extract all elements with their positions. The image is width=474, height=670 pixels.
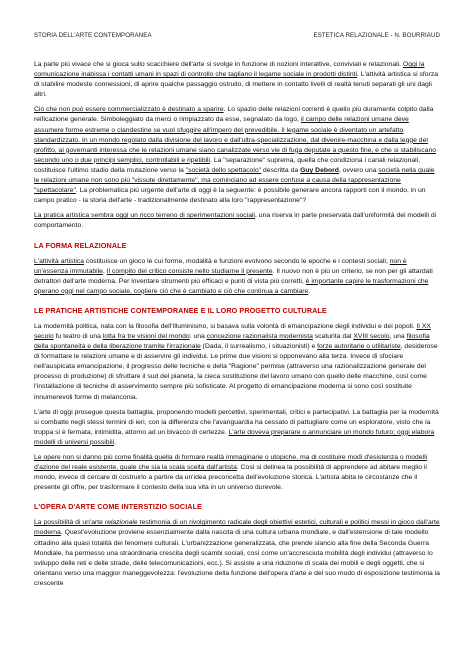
text-run: . La problematica più urgente dell'arte di oggi è la seguente: è possibile generare ancora rapporti con il mondo, in un campo pratico - la storia dell'arte - tradizionalmente destinato alla loro "rappresentazione"? <box>34 187 426 205</box>
text-run: è importante capire le trasformazioni che operano oggi nel campo sociale, cogliere ciò che è cambiato e ciò che continua a cambiare <box>34 277 429 295</box>
text-run: La parte più vivace che si gioca sullo scacchiere dell'arte si svolge in funzione di nozioni interattive, conviviali e relazionali. <box>34 61 403 68</box>
text-run: Oggi la comunicazione inabissa i contatti umani in spazi di controllo che tagliano il legame sociale in prodotti distinti <box>34 61 425 79</box>
document-body <box>34 60 440 594</box>
body-paragraph <box>34 453 440 493</box>
text-run: L'arte di oggi prosegue questa battaglia, proponendo modelli percettivi, sperimentali, critici e partecipativi. La battaglia per la modernità si combatte negli stessi termini di ieri, con la differenza che l'avanguardia ha cessato di pattugliare come un esploratore, visto che la truppa si è fermata, intimidita, attorno ad un bivacco di certezze. <box>34 408 439 436</box>
text-run: relazionale <box>104 519 138 527</box>
text-run: (Dada, il surrealismo, i situazionisti) e <box>200 343 318 351</box>
text-run: fu teatro di una <box>53 332 103 340</box>
body-paragraph <box>34 105 440 206</box>
text-run: concezione razionalista modernista <box>206 332 313 340</box>
text-run: costituisce un gioco le cui forme, modalità e funzioni evolvono secondo le epoche e i contesti sociali; <box>84 257 390 265</box>
text-run: La pratica artistica sembra oggi un ricco terreno di sperimentazioni sociali <box>34 212 256 220</box>
text-run: . <box>308 287 311 295</box>
text-run: , ovvero una <box>338 166 379 174</box>
text-run: non è un'essenza immutabile <box>34 257 407 275</box>
body-paragraph <box>34 211 440 231</box>
section-heading: LE PRATICHE ARTISTICHE CONTEMPORANEE E IL LORO PROGETTO CULTURALE <box>34 305 327 315</box>
text-run: testimonia di un rivolgimento radicale degli obiettivi estetici, culturali e politici messi in gioco dall'arte moderna <box>34 519 440 537</box>
text-run: "società dello spettacolo" <box>185 166 262 174</box>
text-run: non è più un criterio, se non per gli attardati detrattori dell'arte moderna. Per inventare strumenti più efficaci e punti di vista più corretti, <box>34 267 433 285</box>
text-run: L'arte doveva preparare o annunciare un mondo futuro; oggi elabora modelli di universi possibili <box>34 428 435 446</box>
text-run: : una <box>189 332 207 340</box>
text-run: , desiderose di formattare le relazioni umane e di asservire gli individui. Le prime due visioni si opponevano alla terza. Invece di sfociare nell'auspicata emancipazione, il progresso delle tecniche e della "Ragione" permise (attraverso una razionalizzazione generale del processo di produzione) di sfruttare il sud del pianeta, la cieca sostituzione del lavoro umano con quello delle macchine, così come l'installazione di tecniche di asservimento sempre più sofisticate. Al progetto di emancipazione moderna si sono così sostituite innumerevoli forme di melanconia. <box>34 343 438 401</box>
text-run: forze autoritarie o utilitariste <box>317 343 401 351</box>
text-run: La modernità politica, nata con la filosofia dell'Illuminismo, si basava sulla volontà di emancipazione degli individui e dei popoli. <box>34 322 417 330</box>
text-run: Il XX secolo <box>34 322 431 340</box>
header-course-title: STORIA DELL'ARTE CONTEMPORANEA <box>34 32 152 39</box>
text-run: . La "separazione" suprema, quella che condiziona i canali relazionali, costituisce l'ultimo stadio della mutazione verso la <box>34 156 421 174</box>
text-run: filosofia della spontaneità e della liberazione tramite l'irrazionale <box>34 332 430 351</box>
text-run: L'attività artistica <box>34 257 85 265</box>
body-paragraph <box>34 518 440 589</box>
body-paragraph <box>34 322 440 403</box>
text-run: . <box>114 438 116 446</box>
section-heading: LA FORMA RELAZIONALE <box>34 240 127 250</box>
text-run: La possibilità di un'arte <box>34 519 105 527</box>
page-header <box>34 32 440 39</box>
body-paragraph <box>34 408 440 448</box>
text-run: XVIII secolo <box>353 332 390 340</box>
text-run: . In un mondo regolato dalla divisione del lavoro e dall'ultra-specializzazione, dal divenire-macchina e dalla legge del profitto, ai governanti interessa che le relazioni umane siano canalizzate verso vie di fuga deputate a questo fine, e che si stabiliscano secondo uno o due principi semplici, controllabili e ripetibili <box>34 136 437 164</box>
header-topic-title: ESTETICA RELAZIONALE - N. BOURRIAUD <box>313 32 440 39</box>
text-run: . Lo spazio delle relazioni correnti è quello più duramente colpito dalla reificazione generale. Simboleggiato da merci o rimpiazzato da esse, segnalato da logo, <box>34 106 434 124</box>
text-run: . Il <box>272 267 282 275</box>
text-run: società nella quale le relazioni umane non sono più "vissute direttamente", ma cominciano ad essere confuse a causa della rappresentazione "spettacolare" <box>34 166 435 195</box>
text-run: Le opere non si danno più come finalità quella di formare realtà immaginarie o utopiche, ma di costituire modi d'esistenza o modelli d'azione del reale esistente, quale che sia la scala scelta dall'artista <box>34 454 428 472</box>
body-paragraph <box>34 60 440 100</box>
text-run: . Così si delinea la possibilità di apprendere ad abitare meglio il mondo, invece di cercare di costruirlo a partire da un'idea preconcetta dell'evoluzione storica. L'artista abita le circostanze che il presente gli offre, per trasformare il contesto della sua vita in un universo durevole. <box>34 464 427 492</box>
body-paragraph <box>34 257 440 297</box>
text-run: descritta da <box>261 166 301 174</box>
text-run: nuovo <box>281 267 301 275</box>
section-heading: L'OPERA D'ARTE COME INTERSTIZIO SOCIALE <box>34 502 202 512</box>
text-run: lotta fra tre visioni del mondo <box>102 332 190 340</box>
text-run: . <box>102 267 107 275</box>
text-run: , una riserva in parte preservata dall'uniformità dei modelli di comportamento. <box>34 212 437 230</box>
text-run: Guy Debord <box>300 166 339 174</box>
text-run: Ciò che non può essere commercializzato è destinato a sparire <box>34 106 224 114</box>
text-run: . L'attività artistica si sforza di stabilire modeste connessioni, di aprire qualche passaggio ostruito, di mettere in contatto livelli di realtà tenuti separati gli uni dagli altri. <box>34 71 439 99</box>
text-run: Il compito del critico consiste nello studiarne il presente <box>106 267 273 275</box>
text-run: scaturita dal <box>312 332 354 340</box>
text-run: il campo delle relazioni umane deve assumere forme estreme o clandestine se vuol sfuggire all'impero del prevedibile. Il legame sociale è diventato un artefatto standardizzato <box>34 116 409 144</box>
text-run: , una <box>389 332 407 340</box>
text-run: . Quest'evoluzione proviene essenzialmente dalla nascita di una cultura urbana mondiale, e dall'estensione di tale modello cittadino alla quasi totalità dei fenomeni culturali. L'urbanizzazione generalizzata, che prende slancio alla fine della Seconda Guerra Mondiale, ha permesso una straordinaria crescita degli scambi sociali, così come un'accresciuta mobilità degli individui (attraverso lo sviluppo delle reti e delle strade, delle telecomunicazioni, ecc.). Si assiste a una riduzione di scala dei mobili e degli oggetti, che si orientano verso una maggior maneggevolezza: l'evoluzione della funzione dell'opera d'arte e del suo modo di esposizione testimonia la crescente <box>34 529 440 587</box>
